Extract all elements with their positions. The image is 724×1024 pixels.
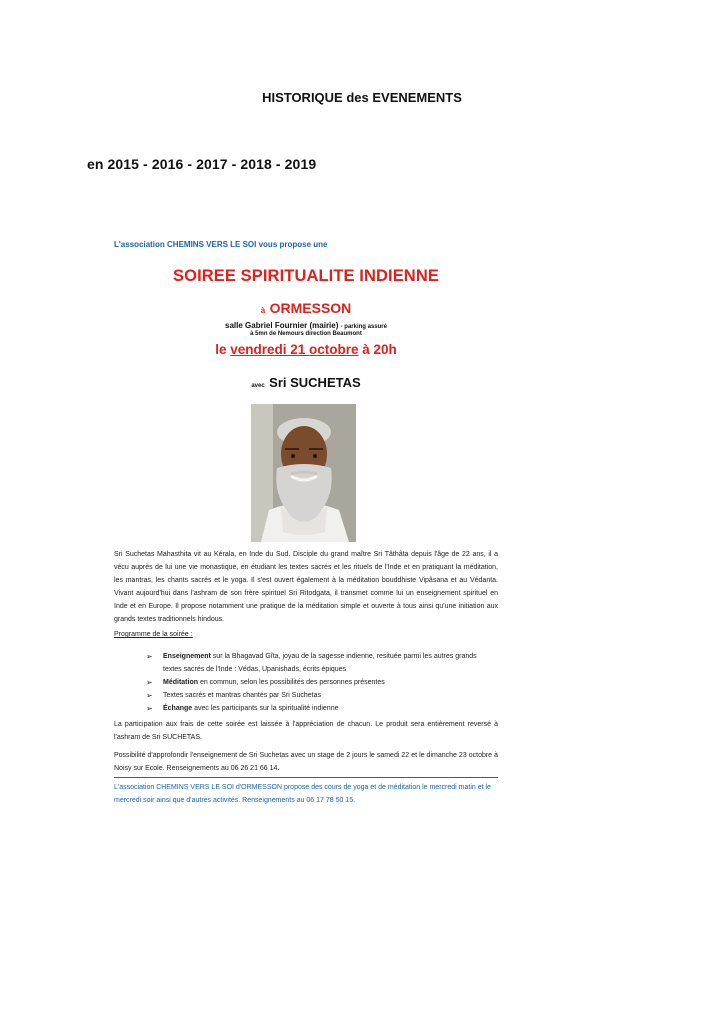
guest-portrait-photo	[251, 404, 356, 542]
program-item-text: sur la Bhagavad Gîta, joyau de la sagesse indienne, resituée parmi les autres grands textes sacrés de l'Inde : Védas, Upanishads, écrits épiques	[163, 653, 477, 673]
page-title: HISTORIQUE des EVENEMENTS	[262, 90, 462, 105]
divider	[114, 777, 498, 778]
program-item-text: avec les participants sur la spiritualité indienne	[192, 705, 339, 712]
directions-line: à 5mn de Nemours direction Beaumont	[250, 331, 362, 337]
date-line	[112, 342, 500, 357]
program-item-bold: Méditation	[163, 679, 198, 686]
program-item-bold: Échange	[163, 705, 193, 712]
program-label: Programme de la soirée :	[114, 631, 193, 638]
arrow-bullet-icon: ➢	[146, 691, 153, 700]
arrow-bullet-icon: ➢	[146, 652, 153, 661]
date-day: vendredi 21 octobre	[230, 342, 359, 357]
venue-name: salle Gabriel Fournier (mairie)	[225, 321, 339, 330]
date-time: à 20h	[362, 342, 397, 357]
program-item	[146, 702, 496, 715]
parking-note: - parking assuré	[340, 324, 387, 330]
program-item	[146, 650, 496, 676]
association-footer: L'association CHEMINS VERS LE SOI d'ORMESSON propose des cours de yoga et de méditation le mercredi matin et le mercredi soir ainsi que d'autres activités. Renseignements au 06 17 78 50 15.	[114, 784, 491, 804]
guest-name: Sri SUCHETAS	[269, 375, 361, 390]
program-item-text: en commun, selon les possibilités des personnes présentes	[198, 679, 385, 686]
arrow-bullet-icon: ➢	[146, 678, 153, 687]
location-line	[112, 301, 500, 317]
event-flyer	[112, 240, 500, 392]
years-heading: en 2015 - 2016 - 2017 - 2018 - 2019	[87, 156, 317, 172]
association-intro: L'association CHEMINS VERS LE SOI vous propose une	[114, 240, 328, 249]
arrow-bullet-icon: ➢	[146, 704, 153, 713]
stage-note: Possibilité d'approfondir l'enseignement de Sri Suchetas avec un stage de 2 jours le samedi 22 et le dimanche 23 octobre à Noisy sur Ecole. Renseignements au 06 26 21 66 14.	[114, 752, 498, 772]
guest-biography: Sri Suchetas Mahasthita vit au Kérala, en Inde du Sud. Disciple du grand maître Sri Tâthâta depuis l'âge de 22 ans, il a vécu auprès de lui une vie monastique, en étudiant les textes sacrés et les rituels de l'Inde et en pratiquant la méditation, les mantras, les chants sacrés et le yoga. Il s'est ouvert également à la méditation bouddhiste Vipâsana et au Védanta. Vivant aujourd'hui dans l'ashram de son frère spirituel Sri Ritodgata, il transmet comme lui un enseignement spirituel en Inde et en Europe. Il propose notamment une pratique de la méditation simple et ouverte à tous ainsi qu'une initiation aux grands textes traditionnels hindous.	[114, 551, 498, 623]
event-title: SOIREE SPIRITUALITE INDIENNE	[173, 267, 439, 285]
program-list	[146, 650, 496, 715]
city-name: ORMESSON	[269, 300, 352, 316]
program-item-bold: Enseignement	[163, 653, 211, 660]
program-item	[146, 676, 496, 689]
guest-line	[112, 374, 500, 392]
guest-prefix: avec	[251, 383, 265, 389]
venue-line	[112, 321, 500, 330]
program-item	[146, 689, 496, 702]
participation-note: La participation aux frais de cette soirée est laissée à l'appréciation de chacun. Le produit sera entièrement reversé à l'ashram de Sri SUCHETAS.	[114, 721, 498, 741]
program-item-text: Textes sacrés et mantras chantés par Sri Suchetas	[163, 692, 321, 699]
date-prefix: le	[215, 342, 227, 357]
location-prefix: à	[260, 306, 266, 315]
